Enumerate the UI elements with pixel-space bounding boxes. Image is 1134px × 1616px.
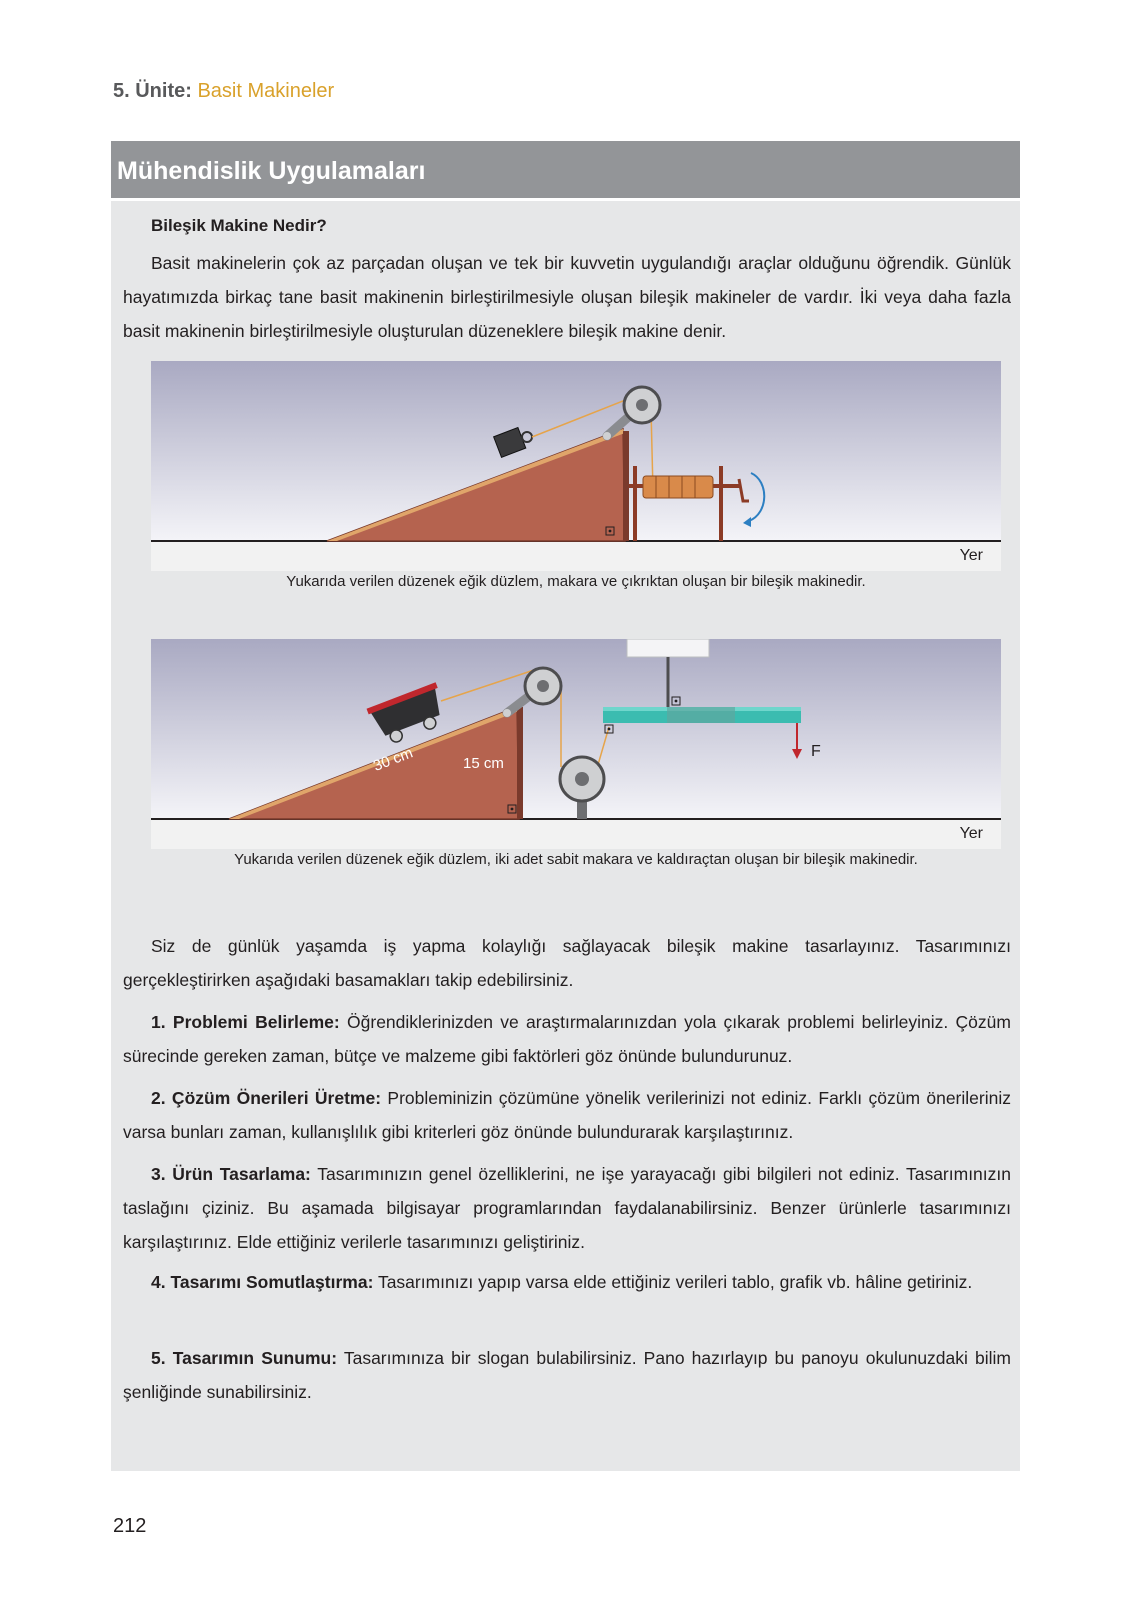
step-2: 2. Çözüm Önerileri Üretme: Probleminizin çözümüne yönelik verilerinizi not ediniz. Farklı çözüm önerileriniz varsa bunları zaman, kullanışlılık gibi kriterleri göz önünde bulundurarak karşılaştırınız. (123, 1088, 1011, 1142)
section-subtitle: Bileşik Makine Nedir? (151, 216, 327, 235)
height-label: 15 cm (463, 755, 504, 772)
figure-2-illustration (151, 639, 1001, 849)
figure-1 (151, 361, 1001, 601)
step-4: 4. Tasarımı Somutlaştırma: Tasarımınızı yapıp varsa elde ettiğiniz verileri tablo, grafik vb. hâline getiriniz. (151, 1272, 973, 1292)
section-title: Mühendislik Uygulamaları (117, 157, 426, 185)
figure-2 (151, 639, 1001, 879)
lever-bar (603, 707, 801, 723)
step-1: 1. Problemi Belirleme: Öğrendiklerinizden ve araştırmalarınızdan yola çıkarak problemi belirleyiniz. Çözüm sürecinde gereken zaman, bütçe ve malzeme gibi faktörleri göz önünde bulundurunuz. (123, 1012, 1011, 1066)
figure-1-ground-label: Yer (959, 547, 983, 564)
task-intro: Siz de günlük yaşamda iş yapma kolaylığı sağlayacak bileşik makine tasarlayınız. Tasarımınızı gerçekleştirirken aşağıdaki basamakları takip edebilirsiniz. (123, 936, 1011, 990)
section-header (111, 141, 1020, 198)
page-number: 212 (113, 1515, 147, 1537)
slope-length-label: 30 cm (371, 744, 416, 775)
header-divider (111, 198, 1020, 201)
figure-2-caption: Yukarıda verilen düzenek eğik düzlem, iki adet sabit makara ve kaldıraçtan oluşan bir bileşik makinedir. (234, 851, 918, 868)
pulley-icon (624, 387, 660, 423)
figure-2-ground-label: Yer (959, 825, 983, 842)
step-3: 3. Ürün Tasarlama: Tasarımınızın genel özelliklerini, ne işe yarayacağı gibi bilgileri not ediniz. Tasarımınızın taslağını çiziniz. Bu aşamada bilgisayar programlarından faydalanabilirsiniz. Benzer ürünlerle tasarımınızı karşılaştırınız. Elde ettiğiniz verilerle tasarımınızı geliştiriniz. (123, 1164, 1011, 1252)
unit-label: 5. Ünite: (113, 80, 192, 102)
force-label: F (811, 743, 821, 760)
step-5: 5. Tasarımın Sunumu: Tasarımınıza bir slogan bulabilirsiniz. Pano hazırlayıp bu panoyu okulunuzdaki bilim şenliğinde sunabilirsiniz. (123, 1348, 1012, 1402)
figure-1-illustration (151, 361, 1001, 571)
figure-1-caption: Yukarıda verilen düzenek eğik düzlem, makara ve çıkrıktan oluşan bir bileşik makinedir. (286, 573, 866, 590)
upper-pulley-icon (525, 668, 561, 704)
intro-paragraph: Basit makinelerin çok az parçadan oluşan ve tek bir kuvvetin uygulandığı araçlar olduğunu öğrendik. Günlük hayatımızda birkaç tane basit makinenin birleştirilmesiyle oluşan bileşik makineler de vardır. İki veya daha fazla basit makinenin birleştirilmesiyle oluşturulan düzeneklere bileşik makine denir. (123, 253, 1011, 341)
unit-title: Basit Makineler (197, 80, 335, 102)
engineering-box (111, 141, 1020, 1471)
unit-header (113, 80, 334, 103)
